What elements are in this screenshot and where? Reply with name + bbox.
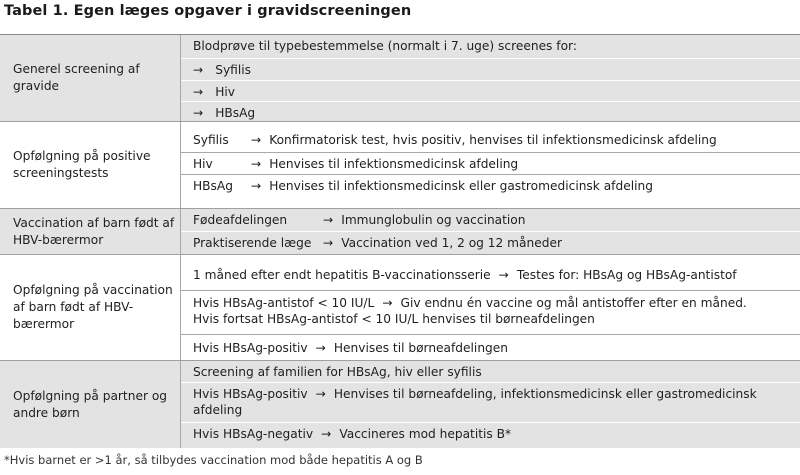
list-item (181, 58, 800, 80)
section-positive-followup (0, 121, 800, 208)
row-value-continued: afdeling (193, 403, 243, 417)
table-row (181, 422, 800, 444)
intro-row: Screening af familien for HBsAg, hiv eller syfilis (193, 365, 482, 379)
arrow-icon: → (251, 157, 262, 171)
table-title: Tabel 1. Egen læges opgaver i gravidscreeningen (4, 3, 412, 19)
arrow-icon: → (315, 341, 326, 355)
table-row (181, 152, 800, 174)
arrow-icon: → (498, 268, 509, 282)
item-text: Syfilis (215, 63, 251, 77)
arrow-icon: → (321, 427, 332, 441)
arrow-icon: → (193, 85, 204, 99)
row-key: Hvis HBsAg-positiv (193, 341, 308, 355)
row-key: Hvis HBsAg-antistof < 10 IU/L (193, 296, 375, 310)
section-content (180, 361, 800, 448)
arrow-icon: → (323, 213, 334, 227)
row-value: Vaccineres mod hepatitis B* (339, 427, 512, 441)
row-value: Henvises til infektionsmedicinsk eller gastromedicinsk afdeling (269, 179, 653, 193)
item-text: HBsAg (215, 106, 256, 120)
footnote: *Hvis barnet er >1 år, så tilbydes vaccination mod både hepatitis A og B (4, 453, 423, 467)
section-content (180, 209, 800, 254)
intro-row: Blodprøve til typebestemmelse (normalt i 7. uge) screenes for: (193, 39, 577, 53)
row-key: HBsAg (193, 179, 233, 193)
row-key: Fødeafdelingen (193, 213, 288, 227)
row-key: Praktiserende læge (193, 236, 312, 250)
item-text: Hiv (215, 85, 235, 99)
row-key: 1 måned efter endt hepatitis B-vaccinationsserie (193, 268, 491, 282)
section-content (180, 255, 800, 360)
section-child-vaccination (0, 208, 800, 254)
section-label: Opfølgning på vaccination af barn født af HBV-bærermor (13, 283, 173, 331)
row-key: Hvis HBsAg-negativ (193, 427, 314, 441)
row-value: Henvises til infektionsmedicinsk afdeling (269, 157, 519, 171)
arrow-icon: → (315, 387, 326, 401)
row-key: Syfilis (193, 133, 229, 147)
arrow-icon: → (382, 296, 393, 310)
section-content (180, 122, 800, 208)
row-key: Hiv (193, 157, 213, 171)
row-value: Immunglobulin og vaccination (341, 213, 526, 227)
row-value: Henvises til børneafdeling, infektionsmedicinsk eller gastromedicinsk (333, 387, 757, 401)
section-general-screening (0, 35, 800, 121)
section-vaccination-followup (0, 254, 800, 360)
arrow-icon: → (193, 106, 204, 120)
arrow-icon: → (251, 133, 262, 147)
section-content (180, 35, 800, 121)
table-row (181, 231, 800, 253)
section-label: Generel screening af gravide (13, 62, 140, 93)
table-row (181, 174, 800, 196)
row-value: Vaccination ved 1, 2 og 12 måneder (341, 236, 562, 250)
row-key: Hvis HBsAg-positiv (193, 387, 308, 401)
row-value: Henvises til børneafdelingen (333, 341, 509, 355)
table-row (181, 382, 800, 422)
list-item (181, 80, 800, 101)
table-row (181, 122, 800, 152)
section-label: Opfølgning på positive screeningstests (13, 149, 151, 180)
table-row (181, 255, 800, 290)
section-label: Vaccination af barn født af HBV-bærermor (13, 215, 175, 247)
row-value: Giv endnu én vaccine og mål antistoffer efter en måned. (400, 296, 747, 310)
table-row (181, 290, 800, 334)
section-label: Opfølgning på partner og andre børn (13, 388, 168, 420)
row-value: Konfirmatorisk test, hvis positiv, henvises til infektionsmedicinsk afdeling (269, 133, 717, 147)
section-partner-children (0, 360, 800, 448)
table-row (181, 209, 800, 231)
list-item (181, 101, 800, 121)
screening-table (0, 34, 800, 448)
table-row (181, 334, 800, 360)
arrow-icon: → (323, 236, 334, 250)
row-value: Testes for: HBsAg og HBsAg-antistof (516, 268, 737, 282)
arrow-icon: → (193, 63, 204, 77)
row-value-continued: Hvis fortsat HBsAg-antistof < 10 IU/L henvises til børneafdelingen (193, 312, 595, 326)
arrow-icon: → (251, 179, 262, 193)
